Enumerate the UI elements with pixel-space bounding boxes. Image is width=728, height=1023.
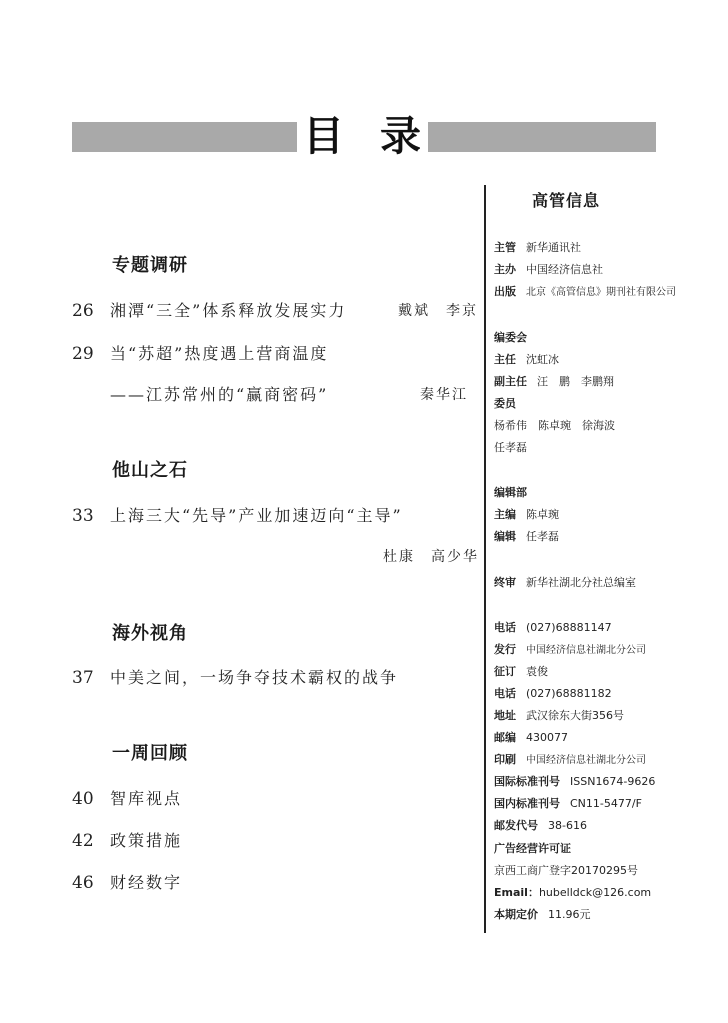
toc-article-subtitle[interactable]: ——江苏常州的“赢商密码” bbox=[110, 385, 329, 404]
masthead-row bbox=[494, 620, 612, 636]
masthead-value: 任孝磊 bbox=[494, 441, 527, 454]
masthead-row bbox=[494, 708, 624, 724]
masthead-value: 中国经济信息社湖北分公司 bbox=[526, 645, 646, 656]
masthead-value: 北京《高管信息》期刊社有限公司 bbox=[526, 287, 676, 298]
masthead-row bbox=[494, 284, 676, 301]
masthead-label: 印刷 bbox=[494, 753, 516, 766]
masthead-title: 高管信息 bbox=[532, 191, 601, 210]
masthead-value: 杨希伟 陈卓琬 徐海波 bbox=[494, 419, 615, 432]
masthead-row bbox=[494, 752, 646, 769]
toc-article-title[interactable]: 当“苏超”热度遇上营商温度 bbox=[110, 344, 329, 363]
title-bar-right bbox=[428, 122, 656, 152]
masthead-value: (027)68881182 bbox=[526, 687, 612, 700]
masthead-value: 任孝磊 bbox=[526, 530, 559, 543]
masthead-value: 京西工商广登字20170295号 bbox=[494, 864, 638, 877]
email-link[interactable]: hubelldck@126.com bbox=[538, 886, 652, 899]
masthead-row bbox=[494, 352, 559, 368]
masthead-value: 新华社湖北分社总编室 bbox=[526, 576, 636, 589]
masthead-value: 中国经济信息社 bbox=[526, 263, 603, 276]
masthead-value: 武汉徐东大街356号 bbox=[526, 709, 624, 722]
masthead-value: 430077 bbox=[526, 731, 568, 744]
masthead-row bbox=[494, 575, 636, 591]
toc-page-number: 42 bbox=[72, 831, 94, 851]
masthead-label: 本期定价 bbox=[494, 908, 538, 921]
masthead-label: 地址 bbox=[494, 709, 516, 722]
masthead-value: 中国经济信息社湖北分公司 bbox=[526, 755, 646, 766]
masthead-value: ISSN1674-9626 bbox=[570, 775, 656, 788]
masthead-label: 邮编 bbox=[494, 731, 516, 744]
masthead-value: 11.96元 bbox=[548, 908, 591, 921]
toc-article-title[interactable]: 财经数字 bbox=[110, 873, 183, 892]
masthead-label: 副主任 bbox=[494, 375, 527, 388]
toc-article-title[interactable]: 上海三大“先导”产业加速迈向“主导” bbox=[110, 506, 403, 525]
masthead-label: 编辑 bbox=[494, 530, 516, 543]
masthead-label: 出版 bbox=[494, 285, 516, 298]
masthead-value: 38-616 bbox=[548, 819, 587, 832]
toc-page-number: 33 bbox=[72, 506, 94, 526]
masthead-label: 征订 bbox=[494, 665, 516, 678]
masthead-label: 主任 bbox=[494, 353, 516, 366]
masthead-row bbox=[494, 664, 548, 680]
masthead-row bbox=[494, 262, 603, 278]
toc-article-author: 秦华江 bbox=[420, 387, 468, 403]
masthead-label: 电话 bbox=[494, 687, 516, 700]
masthead-label: 邮发代号 bbox=[494, 819, 538, 832]
page-title-char-1: 目 bbox=[303, 112, 344, 160]
page-title-char-2: 录 bbox=[380, 112, 421, 160]
toc-article-title[interactable]: 政策措施 bbox=[110, 831, 183, 850]
masthead-value: 袁俊 bbox=[526, 665, 548, 678]
toc-article-author: 杜康 高少华 bbox=[383, 549, 479, 565]
toc-page-number: 40 bbox=[72, 789, 94, 809]
masthead-label: 主编 bbox=[494, 508, 516, 521]
masthead-label: 电话 bbox=[494, 621, 516, 634]
masthead-row bbox=[494, 818, 587, 834]
masthead-label: 编辑部 bbox=[494, 486, 527, 499]
masthead-row bbox=[494, 730, 568, 746]
masthead-label: 终审 bbox=[494, 576, 516, 589]
masthead-row bbox=[494, 907, 591, 923]
masthead-row bbox=[494, 796, 642, 812]
masthead-label: 国内标准刊号 bbox=[494, 797, 560, 810]
masthead-row bbox=[494, 686, 612, 702]
masthead-row bbox=[494, 529, 559, 545]
section-heading: 一周回顾 bbox=[112, 743, 188, 764]
masthead-label: 主办 bbox=[494, 263, 516, 276]
column-divider bbox=[484, 185, 486, 933]
masthead-row bbox=[494, 374, 614, 390]
toc-article-title[interactable]: 中美之间，一场争夺技术霸权的战争 bbox=[110, 668, 399, 687]
masthead-label: 广告经营许可证 bbox=[494, 842, 571, 855]
toc-page-number: 26 bbox=[72, 301, 94, 321]
masthead-row bbox=[494, 240, 581, 256]
masthead-value: 沈虹冰 bbox=[526, 353, 559, 366]
masthead-row bbox=[494, 507, 559, 523]
masthead-label: Email： bbox=[494, 886, 539, 899]
masthead-label: 发行 bbox=[494, 643, 516, 656]
masthead-label: 委员 bbox=[494, 397, 516, 410]
toc-article-author: 戴斌 李京 bbox=[398, 303, 478, 319]
masthead-value: (027)68881147 bbox=[526, 621, 612, 634]
section-heading: 他山之石 bbox=[112, 460, 188, 481]
masthead-value: CN11-5477/F bbox=[570, 797, 642, 810]
masthead-label: 国际标准刊号 bbox=[494, 775, 560, 788]
masthead-label: 主管 bbox=[494, 241, 516, 254]
masthead-label: 编委会 bbox=[494, 331, 527, 344]
masthead-value: 新华通讯社 bbox=[526, 241, 581, 254]
masthead-row bbox=[494, 642, 646, 659]
toc-page-number: 37 bbox=[72, 668, 94, 688]
masthead-row bbox=[494, 885, 651, 901]
title-bar-left bbox=[72, 122, 297, 152]
section-heading: 海外视角 bbox=[112, 623, 188, 644]
masthead-row bbox=[494, 774, 655, 790]
toc-page-number: 29 bbox=[72, 344, 94, 364]
masthead-value: 汪 鹏 李鹏翔 bbox=[537, 375, 614, 388]
section-heading: 专题调研 bbox=[112, 255, 188, 276]
toc-article-title[interactable]: 湘潭“三全”体系释放发展实力 bbox=[110, 301, 347, 320]
masthead-value: 陈卓琬 bbox=[526, 508, 559, 521]
toc-article-title[interactable]: 智库视点 bbox=[110, 789, 183, 808]
toc-page-number: 46 bbox=[72, 873, 94, 893]
